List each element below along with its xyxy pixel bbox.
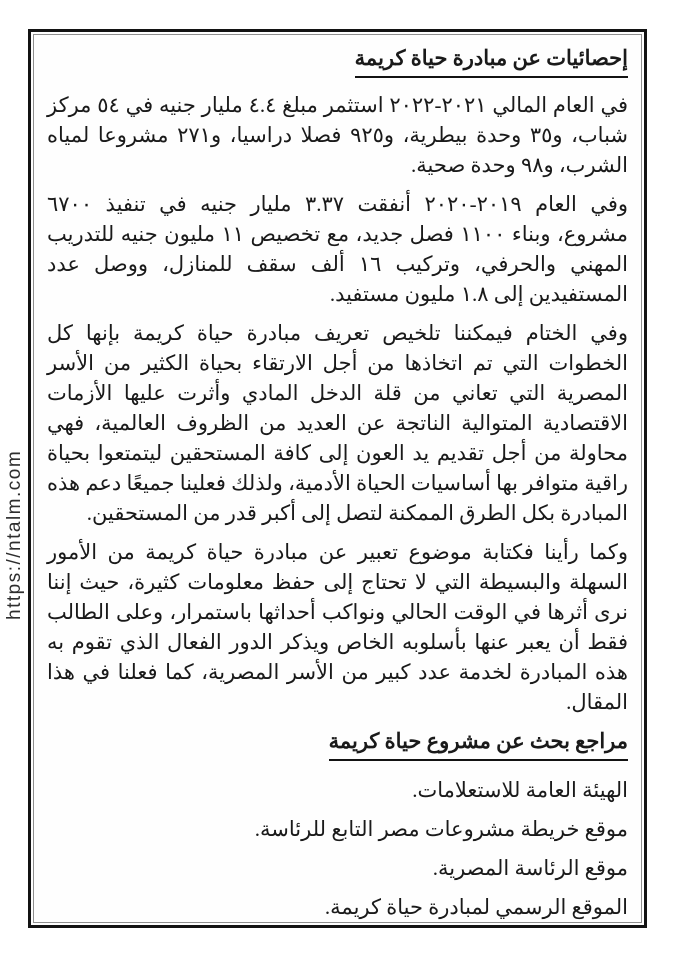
- page-border-frame: [28, 29, 647, 928]
- paragraph-year-2019-2020: وفي العام ٢٠١٩-٢٠٢٠ أنفقت ٣.٣٧ مليار جنيه في تنفيذ ٦٧٠٠ مشروع، وبناء ١١٠٠ فصل جديد، مع تخصيص ١١ مليون جنيه للتدريب المهني والحرفي، وتركيب ١٦ ألف سقف للمنازل، ووصل عدد المستفيدين إلى ١.٨ مليون مستفيد.: [47, 192, 629, 306]
- paragraph-fiscal-year-2021-2022: في العام المالي ٢٠٢١-٢٠٢٢ استثمر مبلغ ٤.٤ مليار جنيه في ٥٤ مركز شباب، و٣٥ وحدة بيطرية، و٩٢٥ فصلا دراسيا، و٢٧١ مشروعا لمياه الشرب، و٩٨ وحدة صحية.: [47, 93, 628, 177]
- watermark-site-url: https://ntalm.com: [4, 449, 25, 620]
- reference-item: الهيئة العامة للاستعلامات.: [412, 778, 628, 802]
- paragraph-essay-closing: وكما رأينا فكتابة موضوع تعبير عن مبادرة حياة كريمة من الأمور السهلة والبسيطة التي لا تحتاج إلى حفظ معلومات كثيرة، حيث إننا نرى أثرها في الوقت الحالي ونواكب أحداثها باستمرار، وعلى الطالب فقط أن يعبر عنها بأسلوبه الخاص ويذكر الدور الفعال الذي تقوم به هذه المبادرة لخدمة عدد كبير من الأسر المصرية، كما فعلنا في هذا المقال.: [47, 540, 628, 714]
- document-content: [34, 35, 641, 922]
- reference-item: موقع الرئاسة المصرية.: [432, 856, 628, 880]
- reference-item: موقع خريطة مشروعات مصر التابع للرئاسة.: [254, 817, 628, 841]
- section-heading-references-text: مراجع بحث عن مشروع حياة كريمة: [329, 726, 628, 761]
- paragraph-conclusion-definition: وفي الختام فيمكننا تلخيص تعريف مبادرة حياة كريمة بإنها كل الخطوات التي تم اتخاذها من أجل الارتقاء بحياة الكثير من الأسر المصرية التي تعاني من قلة الدخل المادي وأثرت عليها الأزمات الاقتصادية المتوالية الناتجة عن العديد من الظروف العالمية، فهي محاولة من أجل تقديم يد العون إلى كافة المستحقين ليتمتعوا بحياة راقية متوافر بها أساسيات الحياة الأدمية، ولذلك فعلينا جميعًا دعم هذه المبادرة بكل الطرق الممكنة لتصل إلى أكبر قدر من المستحقين.: [47, 321, 628, 525]
- page-border-inner-line: [33, 34, 642, 923]
- reference-item: الموقع الرسمي لمبادرة حياة كريمة.: [324, 895, 628, 919]
- section-heading-references: [47, 726, 628, 761]
- section-heading-statistics: [47, 43, 628, 78]
- section-heading-statistics-text: إحصائيات عن مبادرة حياة كريمة: [355, 43, 628, 78]
